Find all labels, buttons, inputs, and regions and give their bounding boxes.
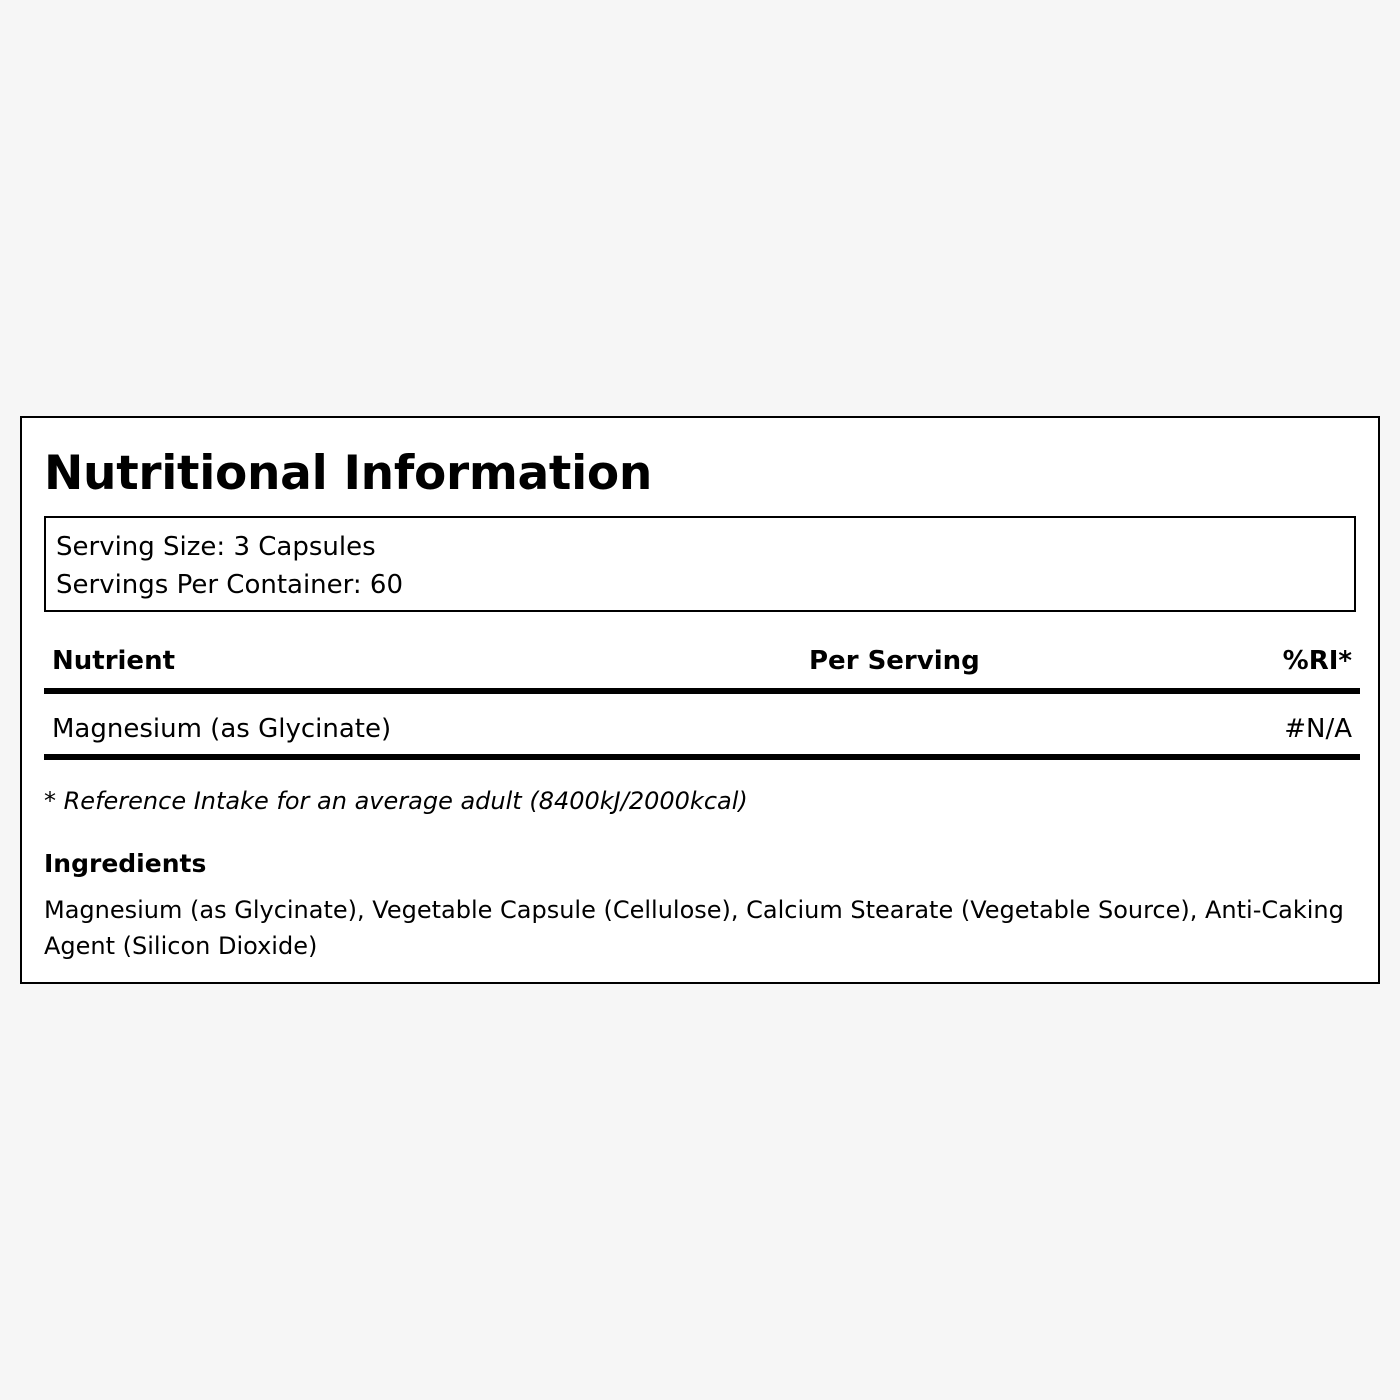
nutrient-table-header — [44, 640, 1360, 694]
ingredients-text: Magnesium (as Glycinate), Vegetable Capsule (Cellulose), Calcium Stearate (Vegetable Source), Anti-Caking Agent (Silicon Dioxide) — [44, 896, 1344, 960]
row-ri: #N/A — [1284, 714, 1352, 744]
serving-info-box — [44, 516, 1356, 612]
ri-footnote: * Reference Intake for an average adult (8400kJ/2000kcal) — [44, 787, 748, 815]
header-per-serving: Per Serving — [809, 646, 980, 676]
nutrition-label-panel — [20, 416, 1380, 984]
serving-size: Serving Size: 3 Capsules — [56, 532, 376, 562]
header-ri: %RI* — [1282, 646, 1352, 676]
servings-per-container: Servings Per Container: 60 — [56, 570, 404, 600]
label-title: Nutritional Information — [44, 446, 653, 501]
table-row — [44, 694, 1360, 760]
row-nutrient: Magnesium (as Glycinate) — [52, 714, 392, 744]
header-nutrient: Nutrient — [52, 646, 176, 676]
ingredients-heading: Ingredients — [44, 849, 207, 878]
